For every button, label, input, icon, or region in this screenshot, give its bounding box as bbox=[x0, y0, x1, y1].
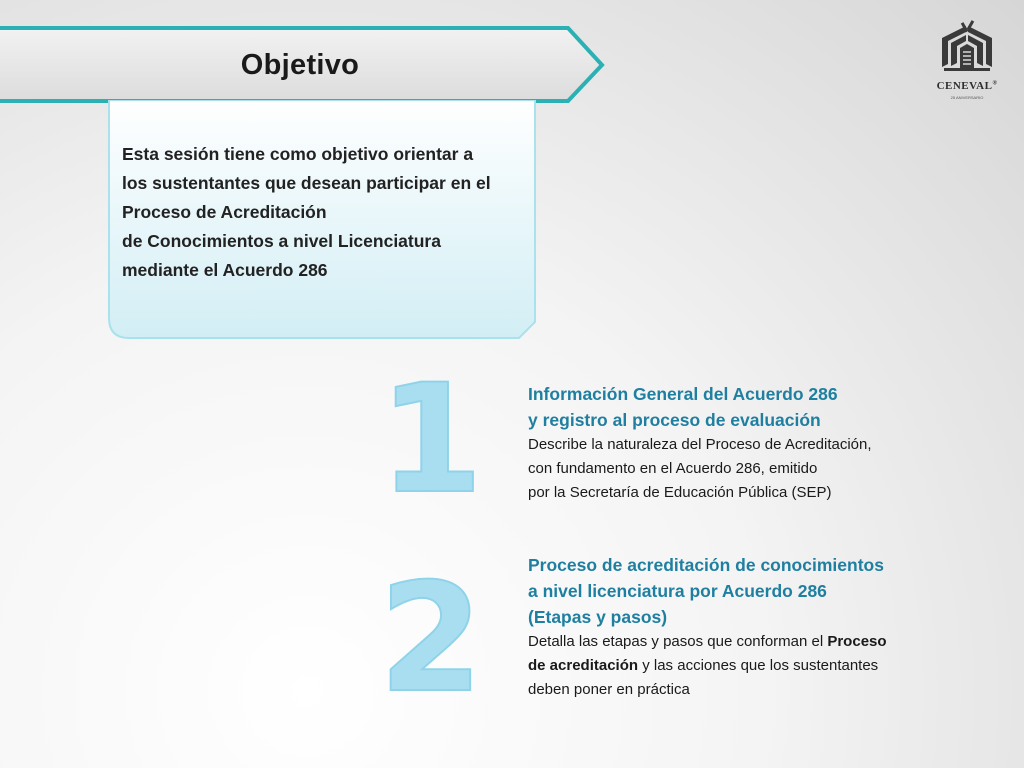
title-banner bbox=[0, 25, 610, 105]
description-text: Detalla las etapas y pasos que conforman el bbox=[528, 633, 828, 650]
objective-line: mediante el Acuerdo 286 bbox=[122, 260, 328, 280]
objective-line: de Conocimientos a nivel Licenciatura bbox=[122, 231, 441, 251]
section-description: deben poner en práctica bbox=[528, 681, 690, 698]
page-title: Objetivo bbox=[240, 49, 360, 81]
section-description: Describe la naturaleza del Proceso de Acreditación, bbox=[528, 436, 872, 453]
section-general-info bbox=[528, 381, 988, 505]
number-one-graphic bbox=[376, 363, 486, 503]
section-description bbox=[528, 630, 988, 654]
section-heading: (Etapas y pasos) bbox=[528, 607, 668, 627]
logo-wordmark bbox=[932, 80, 1002, 92]
objective-box bbox=[107, 100, 537, 340]
section-heading: Proceso de acreditación de conocimientos bbox=[528, 555, 884, 575]
section-description: por la Secretaría de Educación Pública (SEP) bbox=[528, 484, 832, 501]
objective-line: Esta sesión tiene como objetivo orientar a bbox=[122, 144, 474, 164]
ceneval-logo bbox=[932, 18, 1002, 108]
number-two-graphic bbox=[376, 562, 486, 702]
description-emphasis: de acreditación bbox=[528, 657, 639, 674]
objective-line: Proceso de Acreditación bbox=[122, 202, 327, 222]
ceneval-logo-icon bbox=[932, 18, 1002, 80]
section-description bbox=[528, 654, 988, 678]
number-two: 2 bbox=[378, 562, 484, 702]
logo-subtitle: 25 ANIVERSARIO bbox=[950, 95, 984, 100]
objective-line: los sustentantes que desean participar en el bbox=[122, 173, 491, 193]
section-accreditation-process bbox=[528, 552, 988, 702]
logo-registered-mark: ® bbox=[992, 80, 998, 87]
description-text: y las acciones que los sustentantes bbox=[638, 657, 879, 674]
description-emphasis: Proceso bbox=[827, 633, 887, 650]
logo-name: CENEVAL bbox=[936, 80, 993, 92]
objective-text bbox=[122, 140, 542, 285]
section-heading: Información General del Acuerdo 286 bbox=[528, 384, 838, 404]
section-heading: a nivel licenciatura por Acuerdo 286 bbox=[528, 581, 827, 601]
section-heading: y registro al proceso de evaluación bbox=[528, 410, 821, 430]
section-description: con fundamento en el Acuerdo 286, emitido bbox=[528, 460, 818, 477]
number-one: 1 bbox=[378, 363, 484, 503]
